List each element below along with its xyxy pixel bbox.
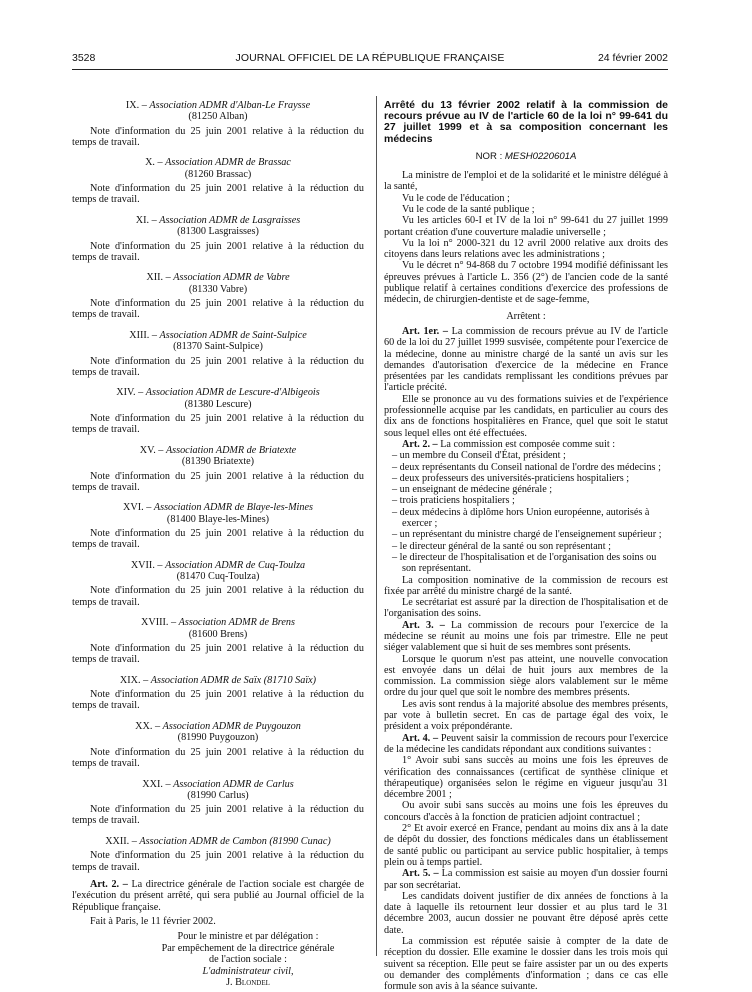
information-note: Note d'information du 25 juin 2001 relative à la réduction du temps de travail. bbox=[72, 355, 364, 378]
information-note: Note d'information du 25 juin 2001 relative à la réduction du temps de travail. bbox=[72, 746, 364, 769]
association-entry bbox=[72, 560, 364, 608]
sign-line: Par empêchement de la directrice générale bbox=[161, 942, 335, 954]
association-postcode: (81390 Briatexte) bbox=[181, 456, 255, 468]
article-4 bbox=[384, 733, 668, 756]
association-heading: IX. – Association ADMR d'Alban-Le Fraysse bbox=[125, 100, 311, 111]
association-entry bbox=[72, 272, 364, 320]
association-entry bbox=[72, 617, 364, 665]
association-postcode: (81990 Puygouzon) bbox=[177, 732, 259, 744]
association-name: Association ADMR de Lasgraisses bbox=[159, 214, 301, 226]
association-entry bbox=[72, 721, 364, 769]
article-paragraph: Ou avoir subi sans succès au moins une fois les épreuves du concours d'accès à la fonction de praticien adjoint contractuel ; bbox=[384, 800, 668, 823]
list-item: – deux médecins à diplôme hors Union européenne, autorisés à exercer ; bbox=[392, 506, 650, 530]
article-text: La commission de recours prévue au IV de l'article 60 de la loi du 27 juillet 1999 susvisée, compétente pour l'exercice de la médecine, donne au ministre chargé de la santé un avis sur les demandes d'autorisation d'exercice de la médecine en France présentées par les candidats remplissant les conditions prévues par l'article précité. bbox=[384, 325, 668, 394]
decree-title: Arrêté du 13 février 2002 relatif à la commission de recours prévue au IV de l'article 60 de la loi n° 99-641 du 27 juillet 1999 et à sa composition concernant les médecins bbox=[384, 99, 668, 145]
association-heading: XXI. – Association ADMR de Carlus bbox=[142, 778, 294, 790]
association-heading: XI. – Association ADMR de Lasgraisses bbox=[135, 214, 301, 226]
association-name: Association ADMR de Puygouzon bbox=[162, 721, 301, 733]
association-name: Association ADMR de Lescure-d'Albigeois bbox=[145, 387, 320, 399]
association-entry bbox=[72, 330, 364, 378]
composition-list bbox=[384, 450, 668, 574]
column-separator bbox=[376, 96, 377, 956]
done-at: Fait à Paris, le 11 février 2002. bbox=[90, 916, 216, 928]
association-postcode: (81600 Brens) bbox=[188, 628, 248, 640]
association-postcode: (81300 Lasgraisses) bbox=[177, 226, 259, 238]
association-entry bbox=[72, 502, 364, 550]
association-postcode: (81990 Carlus) bbox=[187, 789, 249, 801]
information-note: Note d'information du 25 juin 2001 relative à la réduction du temps de travail. bbox=[72, 642, 364, 666]
association-heading: XX. – Association ADMR de Puygouzon bbox=[135, 721, 301, 733]
article-1 bbox=[384, 326, 668, 394]
information-note: Note d'information du 25 juin 2001 relative à la réduction du temps de travail. bbox=[72, 585, 364, 608]
association-heading: XXII. – Association ADMR de Cambon (81990 Cunac) bbox=[105, 836, 331, 847]
visa-line: Vu les articles 60-I et IV de la loi n° 99-641 du 27 juillet 1999 portant création d'une couverture maladie universelle ; bbox=[384, 215, 668, 238]
page-header bbox=[72, 52, 668, 68]
information-note: Note d'information du 25 juin 2001 relative à la réduction du temps de travail. bbox=[72, 298, 364, 321]
signature-block bbox=[132, 931, 364, 988]
association-postcode: (81380 Lescure) bbox=[184, 398, 252, 410]
information-note: Note d'information du 25 juin 2001 relative à la réduction du temps de travail. bbox=[72, 804, 364, 827]
article-text: La commission de recours pour l'exercice de la médecine se réunit au moins une fois par trimestre. Elle ne peut siéger valablement que si huit de ses membres sont présents. bbox=[384, 619, 668, 654]
visa-line: Vu la loi n° 2000-321 du 12 avril 2000 relative aux droits des citoyens dans leurs relations avec les administrations ; bbox=[384, 237, 668, 261]
association-entry bbox=[72, 215, 364, 263]
article-paragraph: Elle se prononce au vu des formations suivies et de l'expérience professionnelle acquise par les candidats, en particulier au cours des dix ans de fonctions hospitalières en France, quel que soit le statut sous lequel elles ont été effectuées. bbox=[384, 393, 668, 439]
association-heading: XIV. – Association ADMR de Lescure-d'Albigeois bbox=[116, 387, 320, 399]
association-entry bbox=[72, 387, 364, 435]
information-note: Note d'information du 25 juin 2001 relative à la réduction du temps de travail. bbox=[72, 240, 364, 263]
association-postcode: (81330 Vabre) bbox=[188, 283, 248, 295]
association-entry bbox=[72, 779, 364, 827]
article-label: Art. 4. – bbox=[402, 732, 439, 744]
left-article-2 bbox=[72, 879, 364, 913]
information-note: Note d'information du 25 juin 2001 relative à la réduction du temps de travail. bbox=[72, 527, 364, 551]
header-rule bbox=[72, 69, 668, 70]
list-item: – le directeur de l'hospitalisation et de l'organisation des soins ou son représentant. bbox=[392, 551, 657, 575]
list-item: – deux professeurs des universités-praticiens hospitaliers ; bbox=[392, 472, 630, 484]
article-text: La commission est saisie au moyen d'un dossier fourni par son secrétariat. bbox=[384, 868, 668, 891]
article-paragraph: Lorsque le quorum n'est pas atteint, une nouvelle convocation est envoyée dans un délai de huit jours aux membres de la commission. La commission siège alors valablement sur le même ordre du jour quel que soit le nombre des membres présents. bbox=[384, 653, 668, 699]
association-heading: XII. – Association ADMR de Vabre bbox=[146, 272, 290, 284]
association-name: Association ADMR de Brassac bbox=[165, 157, 291, 169]
information-note: Note d'information du 25 juin 2001 relative à la réduction du temps de travail. bbox=[72, 413, 364, 436]
association-name: Association ADMR de Brens bbox=[178, 617, 295, 629]
association-name: Association ADMR de Briatexte bbox=[165, 444, 297, 456]
article-label: Art. 3. – bbox=[402, 619, 445, 631]
issue-date: 24 février 2002 bbox=[597, 52, 668, 64]
association-entry bbox=[72, 100, 364, 148]
sign-line: Pour le ministre et par délégation : bbox=[177, 931, 319, 943]
right-column bbox=[384, 100, 668, 992]
association-heading: XIII. – Association ADMR de Saint-Sulpice bbox=[129, 329, 307, 341]
article-label: Art. 5. – bbox=[402, 868, 439, 880]
association-name: Association ADMR de Blaye-les-Mines bbox=[153, 502, 313, 514]
association-name: Association ADMR de Saint-Sulpice bbox=[159, 329, 307, 341]
article-5 bbox=[384, 868, 668, 891]
nor-code: MESH0220601A bbox=[504, 150, 577, 162]
association-postcode: (81250 Alban) bbox=[188, 111, 248, 123]
article-paragraph: 2° Et avoir exercé en France, pendant au moins dix ans à la date de dépôt du dossier, des fonctions médicales dans un établissement de santé public ou participant au service public hospitalier, à temps plein ou à temps partiel. bbox=[384, 823, 668, 868]
article-3 bbox=[384, 620, 668, 654]
association-name: Association ADMR de Carlus bbox=[173, 778, 294, 790]
article-paragraph: 1° Avoir subi sans succès au moins une fois les épreuves de vérification des connaissances (certificat de synthèse clinique et thérapeutique) organisées selon le régime en vigueur jusqu'au 31 décembre 2001 ; bbox=[384, 755, 668, 801]
visa-line: Vu le code de l'éducation ; bbox=[402, 192, 510, 204]
list-item: – deux représentants du Conseil national de l'ordre des médecins ; bbox=[392, 461, 661, 473]
association-name: Association ADMR d'Alban-Le Fraysse bbox=[149, 100, 311, 111]
information-note: Note d'information du 25 juin 2001 relative à la réduction du temps de travail. bbox=[72, 689, 364, 712]
article-label: Art. 1er. – bbox=[402, 325, 448, 337]
article-paragraph: Les avis sont rendus à la majorité absolue des membres présents, par vote à bulletin secret. En cas de partage égal des voix, le président a voix prépondérante. bbox=[384, 698, 668, 733]
intro-paragraph: La ministre de l'emploi et de la solidarité et le ministre délégué à la santé, bbox=[384, 170, 668, 193]
signatory-name: J. Blondel bbox=[226, 977, 270, 988]
list-item: – un membre du Conseil d'État, président ; bbox=[392, 450, 566, 462]
visa-line: Vu le décret n° 94-868 du 7 octobre 1994 modifié définissant les épreuves prévues à l'article L. 356 (2°) de l'ancien code de la santé publique relatif à certaines conditions d'exercice des professions de médecin, de chirurgien-dentiste et de sage-femme, bbox=[384, 260, 668, 306]
article-text: Peuvent saisir la commission de recours pour l'exercice de la médecine les candidats répondant aux conditions suivantes : bbox=[384, 732, 668, 755]
information-note: Note d'information du 25 juin 2001 relative à la réduction du temps de travail. bbox=[72, 125, 364, 148]
association-heading: XVIII. – Association ADMR de Brens bbox=[141, 617, 295, 629]
association-entry bbox=[72, 445, 364, 493]
association-heading: XVI. – Association ADMR de Blaye-les-Mines bbox=[123, 502, 313, 514]
article-paragraph: Les candidats doivent justifier de dix années de fonctions à la date à laquelle ils retournent leur dossier et au plus tard le 31 décembre 2003, aucun dossier ne pouvant être déposé après cette date. bbox=[384, 890, 668, 936]
list-item: – le directeur général de la santé ou son représentant ; bbox=[392, 540, 611, 552]
page-number: 3528 bbox=[72, 52, 96, 64]
list-item: – un représentant du ministre chargé de l'enseignement supérieur ; bbox=[392, 529, 662, 541]
association-heading: X. – Association ADMR de Brassac bbox=[145, 157, 291, 169]
article-paragraph: La commission est réputée saisie à compter de la date de réception du dossier. Elle examine le dossier dans les trois mois qui suivent sa réception. Elle peut se faire assister par un ou des experts ou demander des compléments d'information ; dans ce cas elle formule son avis à la séance suivante. bbox=[384, 936, 668, 992]
association-name: Association ADMR de Vabre bbox=[173, 272, 290, 284]
association-name: Association ADMR de Saïx (81710 Saïx) bbox=[150, 674, 317, 686]
article-label: Art. 2. – bbox=[402, 438, 438, 450]
information-note: Note d'information du 25 juin 2001 relative à la réduction du temps de travail. bbox=[72, 850, 364, 873]
association-entry bbox=[72, 836, 364, 873]
article-2 bbox=[384, 439, 668, 450]
article-text: La commission est composée comme suit : bbox=[440, 438, 616, 450]
association-heading: XIX. – Association ADMR de Saïx (81710 Saïx) bbox=[119, 674, 317, 686]
association-entry bbox=[72, 157, 364, 205]
article-paragraph: La composition nominative de la commission de recours est fixée par arrêté du ministre chargé de la santé. bbox=[384, 574, 668, 597]
list-item: – trois praticiens hospitaliers ; bbox=[392, 495, 515, 507]
journal-title: JOURNAL OFFICIEL DE LA RÉPUBLIQUE FRANÇAISE bbox=[235, 52, 505, 64]
article-label: Art. 2. – bbox=[90, 879, 128, 891]
left-column bbox=[72, 100, 364, 988]
sign-line: de l'action sociale : bbox=[209, 954, 287, 966]
sign-line: L'administrateur civil, bbox=[202, 965, 294, 977]
information-note: Note d'information du 25 juin 2001 relative à la réduction du temps de travail. bbox=[72, 470, 364, 493]
information-note: Note d'information du 25 juin 2001 relative à la réduction du temps de travail. bbox=[72, 183, 364, 206]
nor-reference bbox=[384, 151, 668, 162]
association-name: Association ADMR de Cuq-Toulza bbox=[165, 559, 306, 571]
association-entry bbox=[72, 675, 364, 712]
association-heading: XVII. – Association ADMR de Cuq-Toulza bbox=[130, 559, 306, 571]
article-paragraph: Le secrétariat est assuré par la direction de l'hospitalisation et de l'organisation des soins. bbox=[384, 597, 668, 620]
association-name: Association ADMR de Cambon (81990 Cunac) bbox=[139, 836, 331, 847]
list-item: – un enseignant de médecine générale ; bbox=[392, 484, 553, 496]
association-heading: XV. – Association ADMR de Briatexte bbox=[139, 444, 297, 456]
association-postcode: (81260 Brassac) bbox=[184, 168, 252, 180]
association-list bbox=[72, 100, 364, 873]
arretent-heading: Arrêtent : bbox=[506, 310, 546, 322]
association-postcode: (81400 Blaye-les-Mines) bbox=[166, 513, 270, 525]
association-postcode: (81470 Cuq-Toulza) bbox=[176, 571, 260, 583]
visa-line: Vu le code de la santé publique ; bbox=[402, 204, 535, 215]
association-postcode: (81370 Saint-Sulpice) bbox=[173, 341, 263, 353]
article-text: La directrice générale de l'action sociale est chargée de l'exécution du présent arrêté, qui sera publié au Journal officiel de la République française. bbox=[72, 879, 364, 913]
nor-label: NOR : bbox=[475, 150, 503, 162]
